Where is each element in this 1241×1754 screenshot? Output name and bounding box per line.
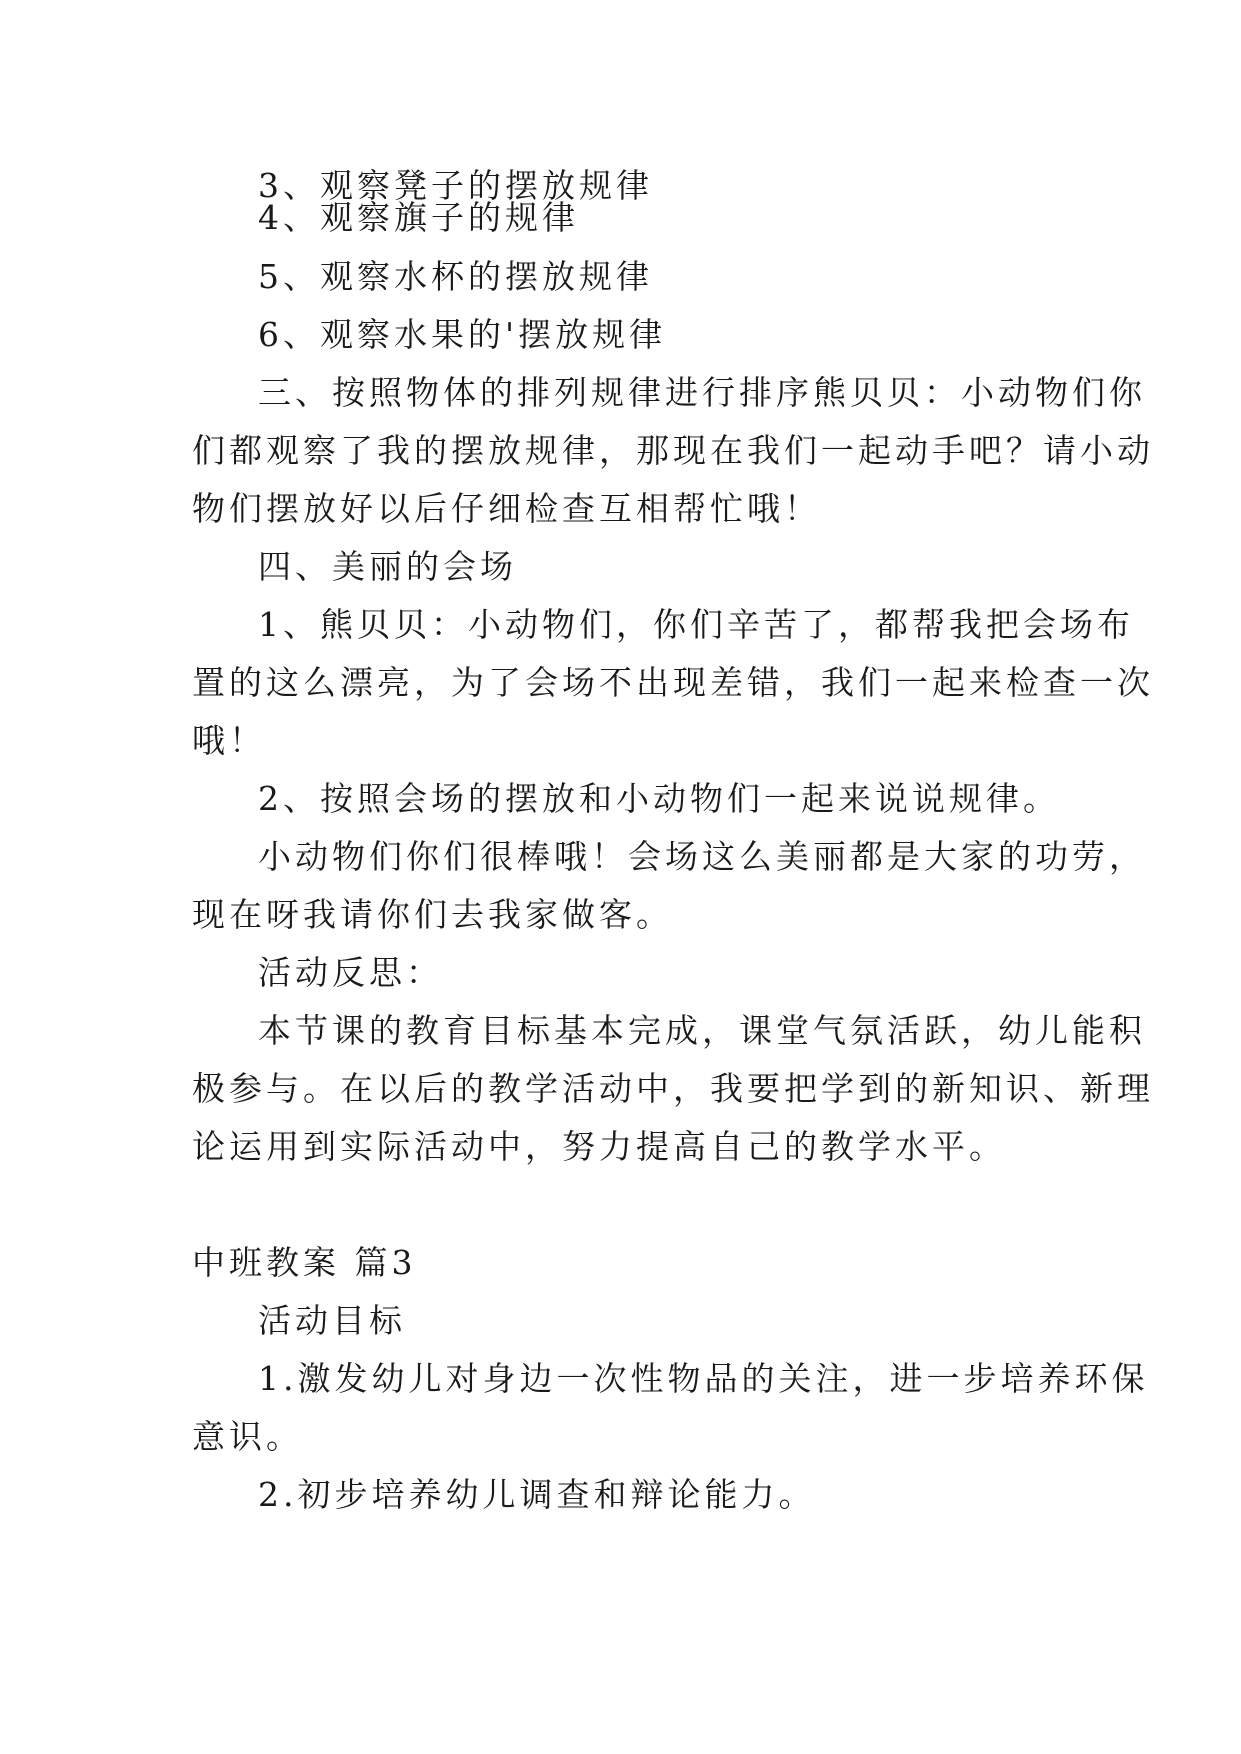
objective-1-line-2: 意识。 [192, 1417, 303, 1456]
objectives-heading: 活动目标 [258, 1301, 406, 1340]
section-four-item2: 2、按照会场的摆放和小动物们一起来说说规律。 [258, 779, 1060, 818]
section-four-heading: 四、美丽的会场 [258, 547, 517, 586]
objective-1-line-1: 1.激发幼儿对身边一次性物品的关注，进一步培养环保 [258, 1359, 1149, 1398]
list-item-observe-fruits: 6、观察水果的'摆放规律 [258, 315, 667, 354]
list-item-observe-cups: 5、观察水杯的摆放规律 [258, 257, 653, 296]
reflection-heading: 活动反思： [258, 953, 443, 992]
section-three-line-3: 物们摆放好以后仔细检查互相帮忙哦！ [192, 489, 821, 528]
closing-line-1: 小动物们你们很棒哦！会场这么美丽都是大家的功劳， [258, 837, 1146, 876]
section-four-item1-line-1: 1、熊贝贝：小动物们，你们辛苦了，都帮我把会场布 [258, 605, 1134, 644]
list-item-observe-flags: 4、观察旗子的规律 [258, 198, 579, 237]
section-four-item1-line-2: 置的这么漂亮，为了会场不出现差错，我们一起来检查一次 [192, 663, 1154, 702]
section-three-line-2: 们都观察了我的摆放规律，那现在我们一起动手吧？请小动 [192, 431, 1154, 470]
section-three-line-1: 三、按照物体的排列规律进行排序熊贝贝：小动物们你 [258, 373, 1146, 412]
lesson-title: 中班教案 篇3 [192, 1243, 417, 1282]
reflection-line-1: 本节课的教育目标基本完成，课堂气氛活跃，幼儿能积 [258, 1011, 1146, 1050]
objective-2: 2.初步培养幼儿调查和辩论能力。 [258, 1475, 816, 1514]
reflection-line-2: 极参与。在以后的教学活动中，我要把学到的新知识、新理 [192, 1069, 1154, 1108]
closing-line-2: 现在呀我请你们去我家做客。 [192, 895, 673, 934]
section-four-item1-line-3: 哦！ [192, 721, 266, 760]
list-item-observe-stools: 3、观察凳子的摆放规律 [258, 166, 653, 205]
reflection-line-3: 论运用到实际活动中，努力提高自己的教学水平。 [192, 1127, 1006, 1166]
